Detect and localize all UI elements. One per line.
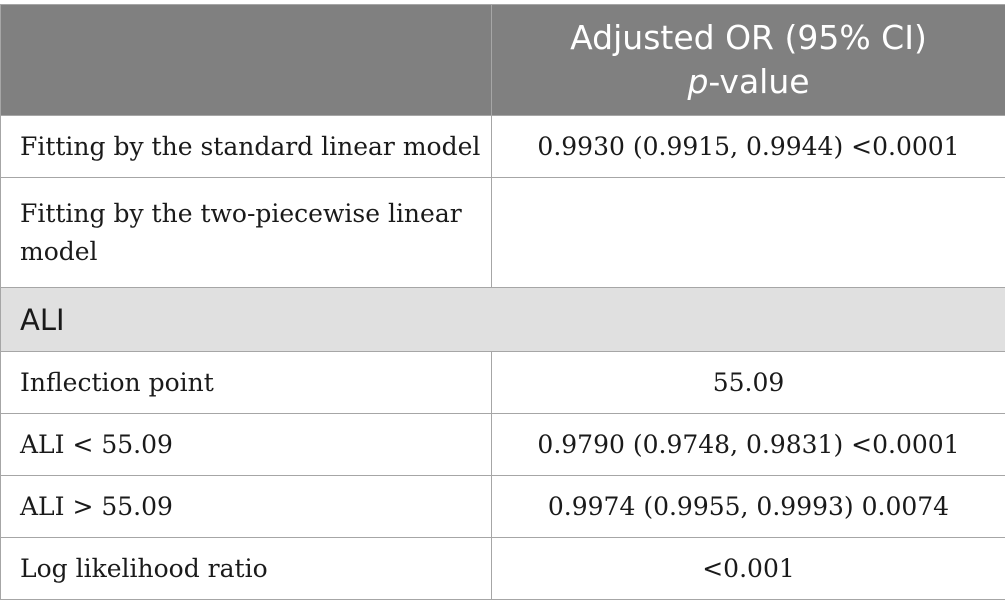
row-label: ALI < 55.09 [1, 414, 492, 476]
section-label: ALI [1, 288, 1005, 352]
table-row [1, 178, 1005, 288]
table-row [1, 352, 1005, 414]
header-or-title: Adjusted OR (95% CI) [570, 18, 927, 57]
table-row [1, 476, 1005, 538]
section-header-row [1, 288, 1005, 352]
row-value: 0.9930 (0.9915, 0.9944) <0.0001 [492, 116, 1005, 178]
header-pvalue-title [492, 60, 1005, 104]
row-value: <0.001 [492, 538, 1005, 600]
header-label-column [1, 5, 492, 116]
header-pvalue-italic: p [687, 62, 709, 101]
header-or-column [492, 5, 1005, 116]
row-value: 0.9790 (0.9748, 0.9831) <0.0001 [492, 414, 1005, 476]
row-label: Log likelihood ratio [1, 538, 492, 600]
row-value: 0.9974 (0.9955, 0.9993) 0.0074 [492, 476, 1005, 538]
row-label: ALI > 55.09 [1, 476, 492, 538]
table-row [1, 116, 1005, 178]
row-label: Inflection point [1, 352, 492, 414]
row-value [492, 178, 1005, 288]
results-table [0, 4, 1005, 600]
row-label: Fitting by the standard linear model [1, 116, 492, 178]
table-header-row [1, 5, 1005, 116]
table-row [1, 538, 1005, 600]
table-row [1, 414, 1005, 476]
header-pvalue-rest: -value [708, 62, 810, 101]
row-label: Fitting by the two-piecewise linear model [1, 178, 492, 288]
row-value: 55.09 [492, 352, 1005, 414]
